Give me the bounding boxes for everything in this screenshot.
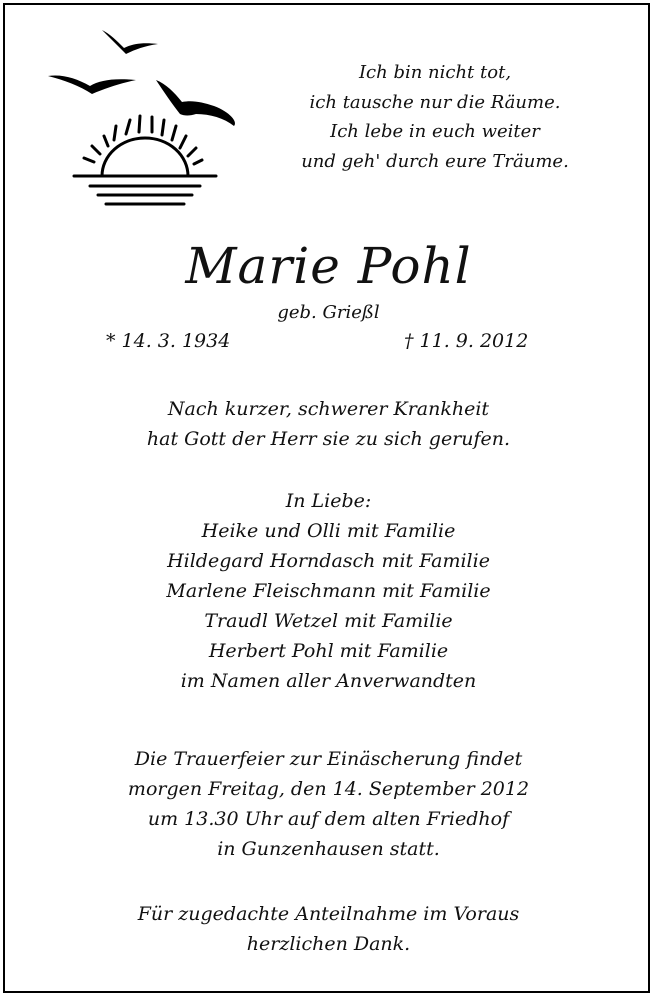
death-date: † 11. 9. 2012 [404, 330, 529, 352]
poem-line: und geh' durch eure Träume. [301, 150, 569, 172]
message-line: hat Gott der Herr sie zu sich gerufen. [146, 428, 511, 450]
service-details [0, 744, 657, 864]
mourners-list [0, 486, 657, 696]
mourner-name: im Namen aller Anverwandten [180, 670, 477, 692]
mourner-name: Heike und Olli mit Familie [201, 520, 456, 542]
poem [280, 58, 590, 176]
thanks-note [0, 899, 657, 959]
mourner-name: Hildegard Horndasch mit Familie [167, 550, 490, 572]
death-message [0, 394, 657, 454]
service-line: um 13.30 Uhr auf dem alten Friedhof [147, 808, 510, 830]
poem-line: Ich lebe in euch weiter [330, 121, 540, 142]
maiden-name: geb. Grießl [277, 302, 380, 323]
deceased-name: Marie Pohl [185, 237, 472, 295]
service-line: morgen Freitag, den 14. September 2012 [127, 778, 530, 800]
mourners-intro: In Liebe: [285, 490, 372, 512]
birth-date: * 14. 3. 1934 [106, 330, 231, 352]
poem-line: ich tausche nur die Räume. [309, 91, 561, 113]
thanks-line: herzlichen Dank. [246, 933, 411, 955]
poem-line: Ich bin nicht tot, [358, 62, 512, 83]
sunset-birds-icon [44, 22, 240, 218]
mourner-name: Marlene Fleischmann mit Familie [166, 580, 491, 602]
message-line: Nach kurzer, schwerer Krankheit [167, 398, 490, 420]
mourner-name: Herbert Pohl mit Familie [208, 640, 449, 662]
thanks-line: Für zugedachte Anteilnahme im Voraus [137, 903, 520, 925]
service-line: in Gunzenhausen statt. [217, 838, 440, 860]
service-line: Die Trauerfeier zur Einäscherung findet [134, 748, 523, 770]
mourner-name: Traudl Wetzel mit Familie [204, 610, 453, 632]
